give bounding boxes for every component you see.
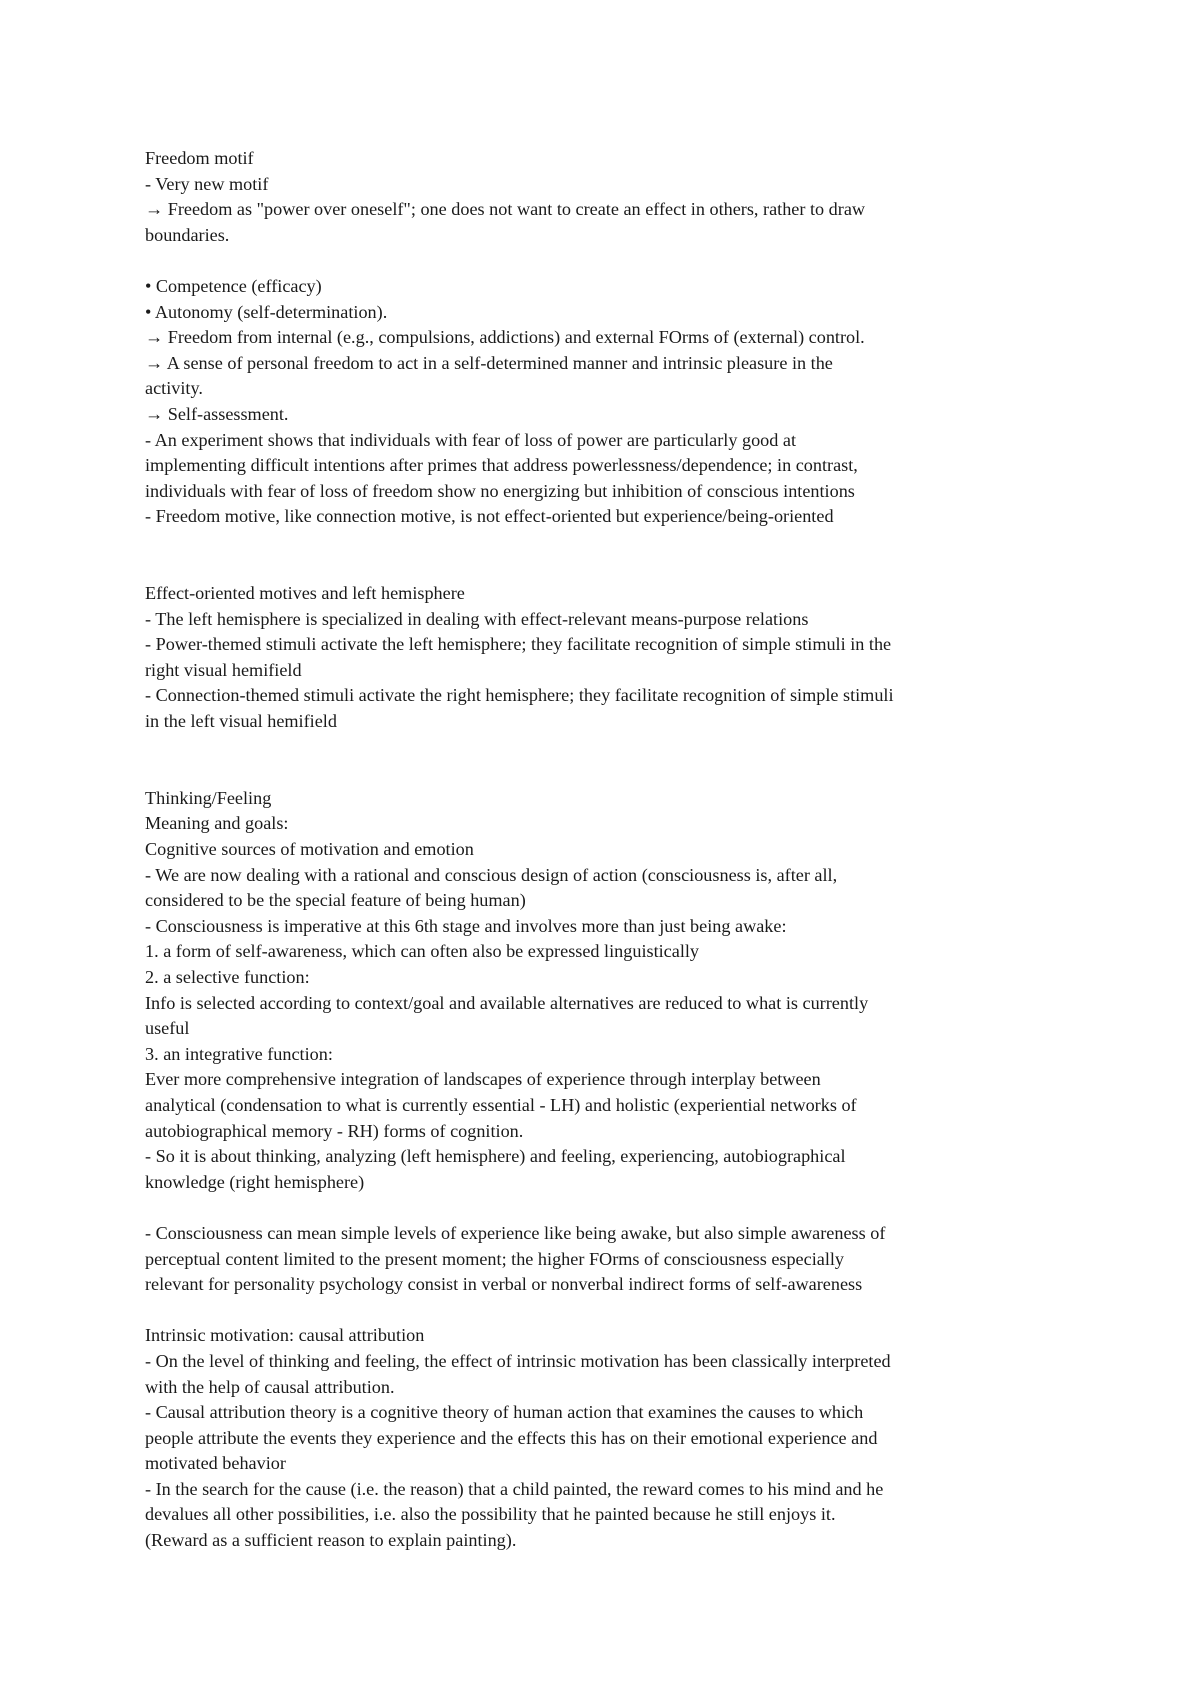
- text-line: - On the level of thinking and feeling, the effect of intrinsic motivation has been classically interpreted: [145, 1350, 891, 1371]
- text-line: Info is selected according to context/goal and available alternatives are reduced to what is currently: [145, 992, 869, 1013]
- text-line: knowledge (right hemisphere): [145, 1171, 365, 1192]
- text-line: • Competence (efficacy): [145, 275, 322, 296]
- document-body: [145, 146, 1075, 1554]
- text-line: - The left hemisphere is specialized in dealing with effect-relevant means-purpose relations: [145, 608, 809, 629]
- text-line: - In the search for the cause (i.e. the reason) that a child painted, the reward comes to his mind and he: [145, 1478, 884, 1499]
- text-line: - Very new motif: [145, 173, 269, 194]
- text-line: individuals with fear of loss of freedom show no energizing but inhibition of conscious intentions: [145, 480, 855, 501]
- text-line: - An experiment shows that individuals with fear of loss of power are particularly good at: [145, 429, 797, 450]
- text-line: with the help of causal attribution.: [145, 1376, 395, 1397]
- blank-line: [145, 1195, 1075, 1221]
- text-line: (Reward as a sufficient reason to explain painting).: [145, 1530, 517, 1551]
- text-line: Meaning and goals:: [145, 813, 289, 834]
- text-line: right visual hemifield: [145, 659, 302, 680]
- text-line: analytical (condensation to what is currently essential - LH) and holistic (experiential networks of: [145, 1094, 857, 1115]
- text-line: • Autonomy (self-determination).: [145, 301, 388, 322]
- text-line: - Power-themed stimuli activate the left hemisphere; they facilitate recognition of simple stimuli in the: [145, 634, 892, 655]
- text-line: Cognitive sources of motivation and emotion: [145, 839, 474, 860]
- text-line: relevant for personality psychology consist in verbal or nonverbal indirect forms of self-awareness: [145, 1274, 863, 1295]
- blank-line: [145, 735, 1075, 761]
- text-line: 2. a selective function:: [145, 967, 310, 987]
- text-line: 3. an integrative function:: [145, 1043, 333, 1064]
- text-line: Thinking/Feeling: [145, 787, 272, 808]
- text-line: perceptual content limited to the present moment; the higher FOrms of consciousness especially: [145, 1248, 845, 1269]
- text-line: boundaries.: [145, 224, 230, 245]
- text-line: - Consciousness can mean simple levels of experience like being awake, but also simple awareness of: [145, 1222, 886, 1243]
- text-line: 1. a form of self-awareness, which can often also be expressed linguistically: [145, 941, 700, 962]
- text-line: → A sense of personal freedom to act in a self-determined manner and intrinsic pleasure in the: [145, 352, 833, 373]
- blank-line: [145, 248, 1075, 274]
- text-line: implementing difficult intentions after primes that address powerlessness/dependence; in contrast,: [145, 455, 858, 476]
- text-line: Freedom motif: [145, 148, 254, 168]
- text-line: autobiographical memory - RH) forms of cognition.: [145, 1120, 524, 1141]
- text-line: → Freedom as "power over oneself"; one does not want to create an effect in others, rather to draw: [145, 199, 866, 220]
- text-line: → Freedom from internal (e.g., compulsions, addictions) and external FOrms of (external) control.: [145, 327, 865, 348]
- text-line: - Consciousness is imperative at this 6th stage and involves more than just being awake:: [145, 915, 787, 936]
- text-line: considered to be the special feature of being human): [145, 890, 526, 911]
- blank-line: [145, 530, 1075, 556]
- text-line: Intrinsic motivation: causal attribution: [145, 1325, 425, 1346]
- text-line: useful: [145, 1018, 190, 1039]
- text-line: - Freedom motive, like connection motive, is not effect-oriented but experience/being-oriented: [145, 506, 834, 527]
- text-line: Ever more comprehensive integration of landscapes of experience through interplay between: [145, 1069, 821, 1090]
- blank-line: [145, 1298, 1075, 1324]
- text-line: → Self-assessment.: [145, 403, 289, 424]
- text-line: people attribute the events they experience and the effects this has on their emotional experience and: [145, 1427, 878, 1448]
- text-line: devalues all other possibilities, i.e. also the possibility that he painted because he still enjoys it.: [145, 1504, 836, 1525]
- blank-line: [145, 556, 1075, 582]
- text-line: - So it is about thinking, analyzing (left hemisphere) and feeling, experiencing, autobiographical: [145, 1146, 846, 1167]
- text-line: activity.: [145, 378, 203, 399]
- text-line: - We are now dealing with a rational and conscious design of action (consciousness is, after all,: [145, 864, 838, 885]
- text-line: - Connection-themed stimuli activate the right hemisphere; they facilitate recognition of simple stimuli: [145, 685, 894, 706]
- text-line: Effect-oriented motives and left hemisphere: [145, 583, 465, 604]
- text-line: in the left visual hemifield: [145, 711, 337, 732]
- blank-line: [145, 760, 1075, 786]
- text-line: motivated behavior: [145, 1453, 286, 1474]
- text-line: - Causal attribution theory is a cognitive theory of human action that examines the causes to which: [145, 1402, 864, 1423]
